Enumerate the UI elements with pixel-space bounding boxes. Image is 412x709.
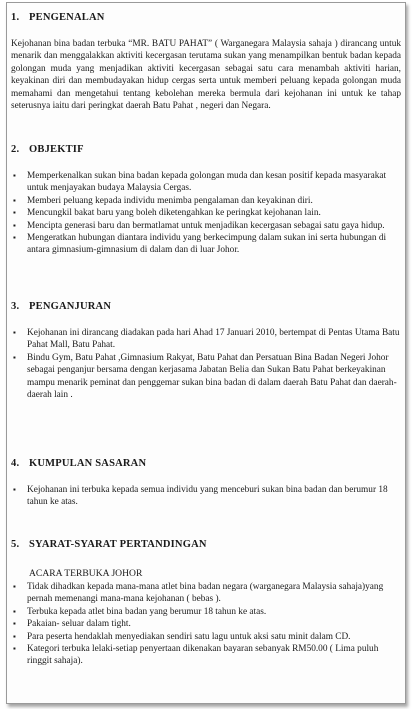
section-heading — [11, 457, 401, 470]
conditions-list — [11, 581, 401, 668]
section-title: PENGANJURAN — [29, 301, 112, 312]
bullet-icon: ▪ — [13, 619, 16, 629]
section-kumpulan-sasaran — [11, 457, 401, 509]
bullet-icon: ▪ — [13, 328, 16, 337]
list-item: ▪ Kejohanan ini terbuka kepada semua individu yang menceburi sukan bina badan dan berumur 18 tahun ke atas. — [13, 485, 388, 508]
section-title: KUMPULAN SASARAN — [29, 458, 147, 469]
section-subtitle: ACARA TERBUKA JOHOR — [29, 568, 143, 579]
section-number: 4. — [11, 458, 20, 469]
list-item: ▪ Kategori terbuka lelaki-setiap penyertaan dikenakan bayaran sebanyak RM50.00 ( Lima puluh ringgit sahaja). — [13, 644, 379, 667]
target-group-list — [11, 484, 401, 509]
list-item: ▪ Memperkenalkan sukan bina badan kepada golongan muda dan kesan positif kepada masyarakat untuk menjayakan budaya Malaysia Cergas. — [13, 171, 387, 194]
section-heading — [11, 143, 401, 156]
list-item: ▪ Para peserta hendaklah menyediakan sendiri satu lagu untuk aksi satu minit dalam CD. — [13, 631, 351, 642]
list-item: ▪ Tidak dihadkan kepada mana-mana atlet bina badan negara (warganegara Malaysia sahaja)yang pernah memenangi mana-mana kejohanan ( bebas ). — [13, 582, 384, 605]
list-item: ▪ Kejohanan ini dirancang diadakan pada hari Ahad 17 Januari 2010, bertempat di Pentas Utama Batu Pahat Mall, Batu Pahat. — [13, 328, 400, 351]
section-title: OBJEKTIF — [29, 144, 84, 155]
bullet-icon: ▪ — [13, 220, 16, 230]
section-number: 3. — [11, 301, 20, 312]
section-heading — [11, 11, 401, 24]
section-number: 5. — [11, 539, 20, 550]
bullet-icon: ▪ — [13, 208, 16, 218]
section-number: 1. — [11, 12, 20, 23]
bullet-icon: ▪ — [13, 606, 16, 616]
section-heading — [11, 538, 401, 551]
bullet-icon: ▪ — [13, 631, 16, 641]
bullet-icon: ▪ — [13, 195, 16, 205]
section-paragraph: Kejohanan bina badan terbuka “MR. BATU PAHAT” ( Warganegara Malaysia sahaja ) dirancang untuk menarik dan menggalakkan aktiviti kecergasan terutama sukan yang menampilkan bentuk badan kepada golongan muda yang menjadikan aktiviti kecergasan sebagai satu cara menambah aktiviti harian, keyakinan diri dan membudayakan hidup cergas serta untuk memberi peluang kepada golongan muda memahami dan mengetahui tentang kebolehan mereka bermula dari kejohanan ini untuk ke tahap seterusnya iaitu dari peringkat daerah Batu Pahat , negeri dan Negara. — [11, 39, 401, 112]
bullet-icon: ▪ — [13, 352, 16, 362]
list-item: ▪ Mengeratkan hubungan diantara individu yang berkecimpung dalam sukan ini serta hubungan di antara gimnasium-gimnasium di dalam dan di luar Johor. — [13, 233, 387, 256]
section-title: SYARAT-SYARAT PERTANDINGAN — [29, 539, 207, 550]
bullet-icon: ▪ — [13, 582, 16, 591]
list-item: ▪ Memberi peluang kepada individu menimba pengalaman dan keyakinan diri. — [13, 195, 313, 206]
section-objektif — [11, 143, 401, 257]
bullet-icon: ▪ — [13, 171, 16, 180]
list-item: ▪ Bindu Gym, Batu Pahat ,Gimnasium Rakyat, Batu Pahat dan Persatuan Bina Badan Negeri Johor sebagai penganjur bersama dengan kerjasama Jabatan Belia dan Sukan Batu Pahat berkeyakinan mampu menarik peminat dan penggemar sukan bina badan di dalam daerah Batu Pahat dan daerah-daerah lain . — [13, 352, 397, 401]
bullet-icon: ▪ — [13, 233, 16, 243]
list-item: ▪ Pakaian- seluar dalam tight. — [13, 619, 131, 630]
organiser-list — [11, 327, 401, 401]
section-pengenalan — [11, 11, 401, 112]
bullet-icon: ▪ — [13, 485, 16, 494]
bullet-icon: ▪ — [13, 644, 16, 654]
objective-list — [11, 170, 401, 257]
section-penganjuran — [11, 300, 401, 401]
list-item: ▪ Mencipta generasi baru dan bermatlamat untuk menjadikan kecergasan sebagai satu gaya hidup. — [13, 220, 385, 231]
document-page — [6, 2, 406, 704]
section-title: PENGENALAN — [29, 12, 105, 23]
list-item: ▪ Terbuka kepada atlet bina badan yang berumur 18 tahun ke atas. — [13, 606, 267, 617]
section-syarat-pertandingan — [11, 538, 401, 668]
section-number: 2. — [11, 144, 20, 155]
section-heading — [11, 300, 401, 313]
list-item: ▪ Mencungkil bakat baru yang boleh diketengahkan ke peringkat kejohanan lain. — [13, 208, 321, 219]
